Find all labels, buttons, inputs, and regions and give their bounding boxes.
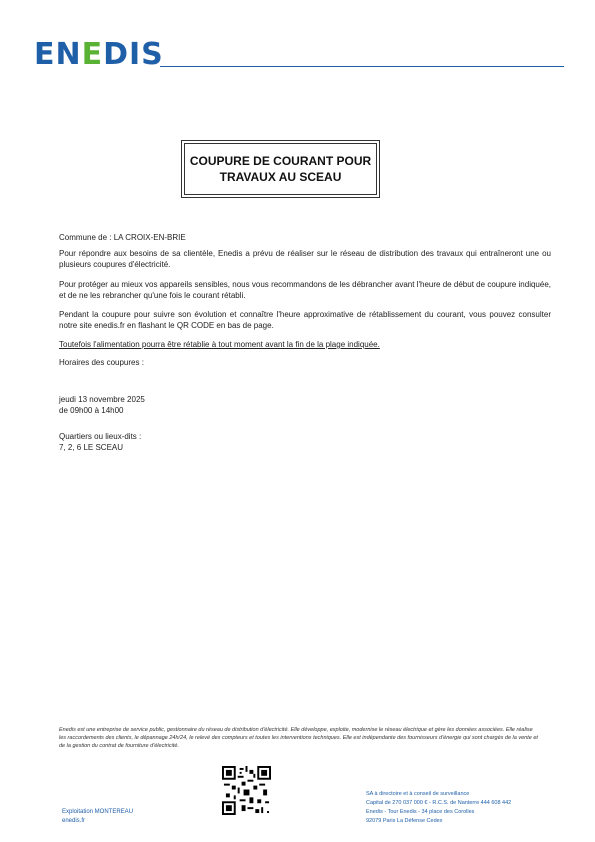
schedule-label: Horaires des coupures : bbox=[59, 358, 144, 367]
areas-value: 7, 2, 6 LE SCEAU bbox=[59, 443, 124, 452]
areas-label: Quartiers ou lieux-dits : bbox=[59, 432, 142, 441]
logo-part-2: E bbox=[81, 37, 104, 72]
footer-right bbox=[366, 790, 511, 826]
paragraph-1: Pour répondre aux besoins de sa clientèle, Enedis a prévu de réaliser sur le réseau de distribution des travaux qui entraîneront une ou plusieurs coupures d'électricité. bbox=[59, 249, 551, 269]
warning-text: Toutefois l'alimentation pourra être rétablie à tout moment avant la fin de la plage indiquée. bbox=[59, 340, 380, 349]
title-box bbox=[181, 140, 380, 198]
paragraph-3-block bbox=[59, 309, 551, 331]
footer-website-link[interactable]: enedis.fr bbox=[62, 818, 86, 824]
footer-right-line-2: Capital de 270 037 000 € - R.C.S. de Nanterre 444 608 442 bbox=[366, 800, 512, 806]
enedis-logo bbox=[34, 37, 164, 72]
logo-part-1: EN bbox=[34, 37, 82, 72]
footer-right-line-4: 92079 Paris La Défense Cedex bbox=[366, 818, 443, 824]
commune: Commune de : LA CROIX-EN-BRIE bbox=[59, 233, 186, 242]
outage-date: jeudi 13 novembre 2025 bbox=[59, 395, 145, 404]
title-line-2: TRAVAUX AU SCEAU bbox=[219, 170, 342, 184]
paragraph-2: Pour protéger au mieux vos appareils sensibles, nous vous recommandons de les débrancher avant l'heure de début de coupure indiquée, et de ne les rebrancher qu'une fois le courant rétabli. bbox=[59, 280, 551, 300]
title-line-1: COUPURE DE COURANT POUR bbox=[189, 154, 372, 168]
areas-block bbox=[59, 431, 551, 453]
footer-left-line-1: Exploitation MONTEREAU bbox=[62, 809, 134, 815]
date-block bbox=[59, 394, 551, 416]
logo-part-3: DIS bbox=[103, 37, 164, 72]
schedule-label-block bbox=[59, 357, 551, 368]
commune-line bbox=[59, 232, 551, 243]
paragraph-2-block bbox=[59, 279, 551, 301]
paragraph-3: Pendant la coupure pour suivre son évolution et connaître l'heure approximative de rétablissement du courant, vous pouvez consulter notre site enedis.fr en flashant le QR CODE en bas de page. bbox=[59, 310, 551, 330]
footer-left bbox=[62, 808, 133, 826]
qr-code[interactable] bbox=[222, 766, 271, 815]
warning-block bbox=[59, 339, 551, 350]
footer-right-line-3: Enedis - Tour Enedis - 34 place des Corolles bbox=[366, 809, 475, 815]
paragraph-1-block bbox=[59, 248, 551, 270]
header-rule bbox=[160, 66, 564, 67]
footer-right-line-1: SA à directoire et à conseil de surveillance bbox=[366, 791, 470, 797]
outage-time: de 09h00 à 14h00 bbox=[59, 406, 124, 415]
footer-legal: Enedis est une entreprise de service public, gestionnaire du réseau de distribution d'électricité. Elle développe, exploite, modernise le réseau électrique et gère les données associées. Elle réalise les raccordements des clients, le dépannage 24h/24, le relevé des compteurs et toutes les interventions techniques. Elle est indépendante des fournisseurs d'énergie qui sont chargés de la vente et de la gestion du contrat de fourniture d'électricité. bbox=[59, 727, 538, 749]
